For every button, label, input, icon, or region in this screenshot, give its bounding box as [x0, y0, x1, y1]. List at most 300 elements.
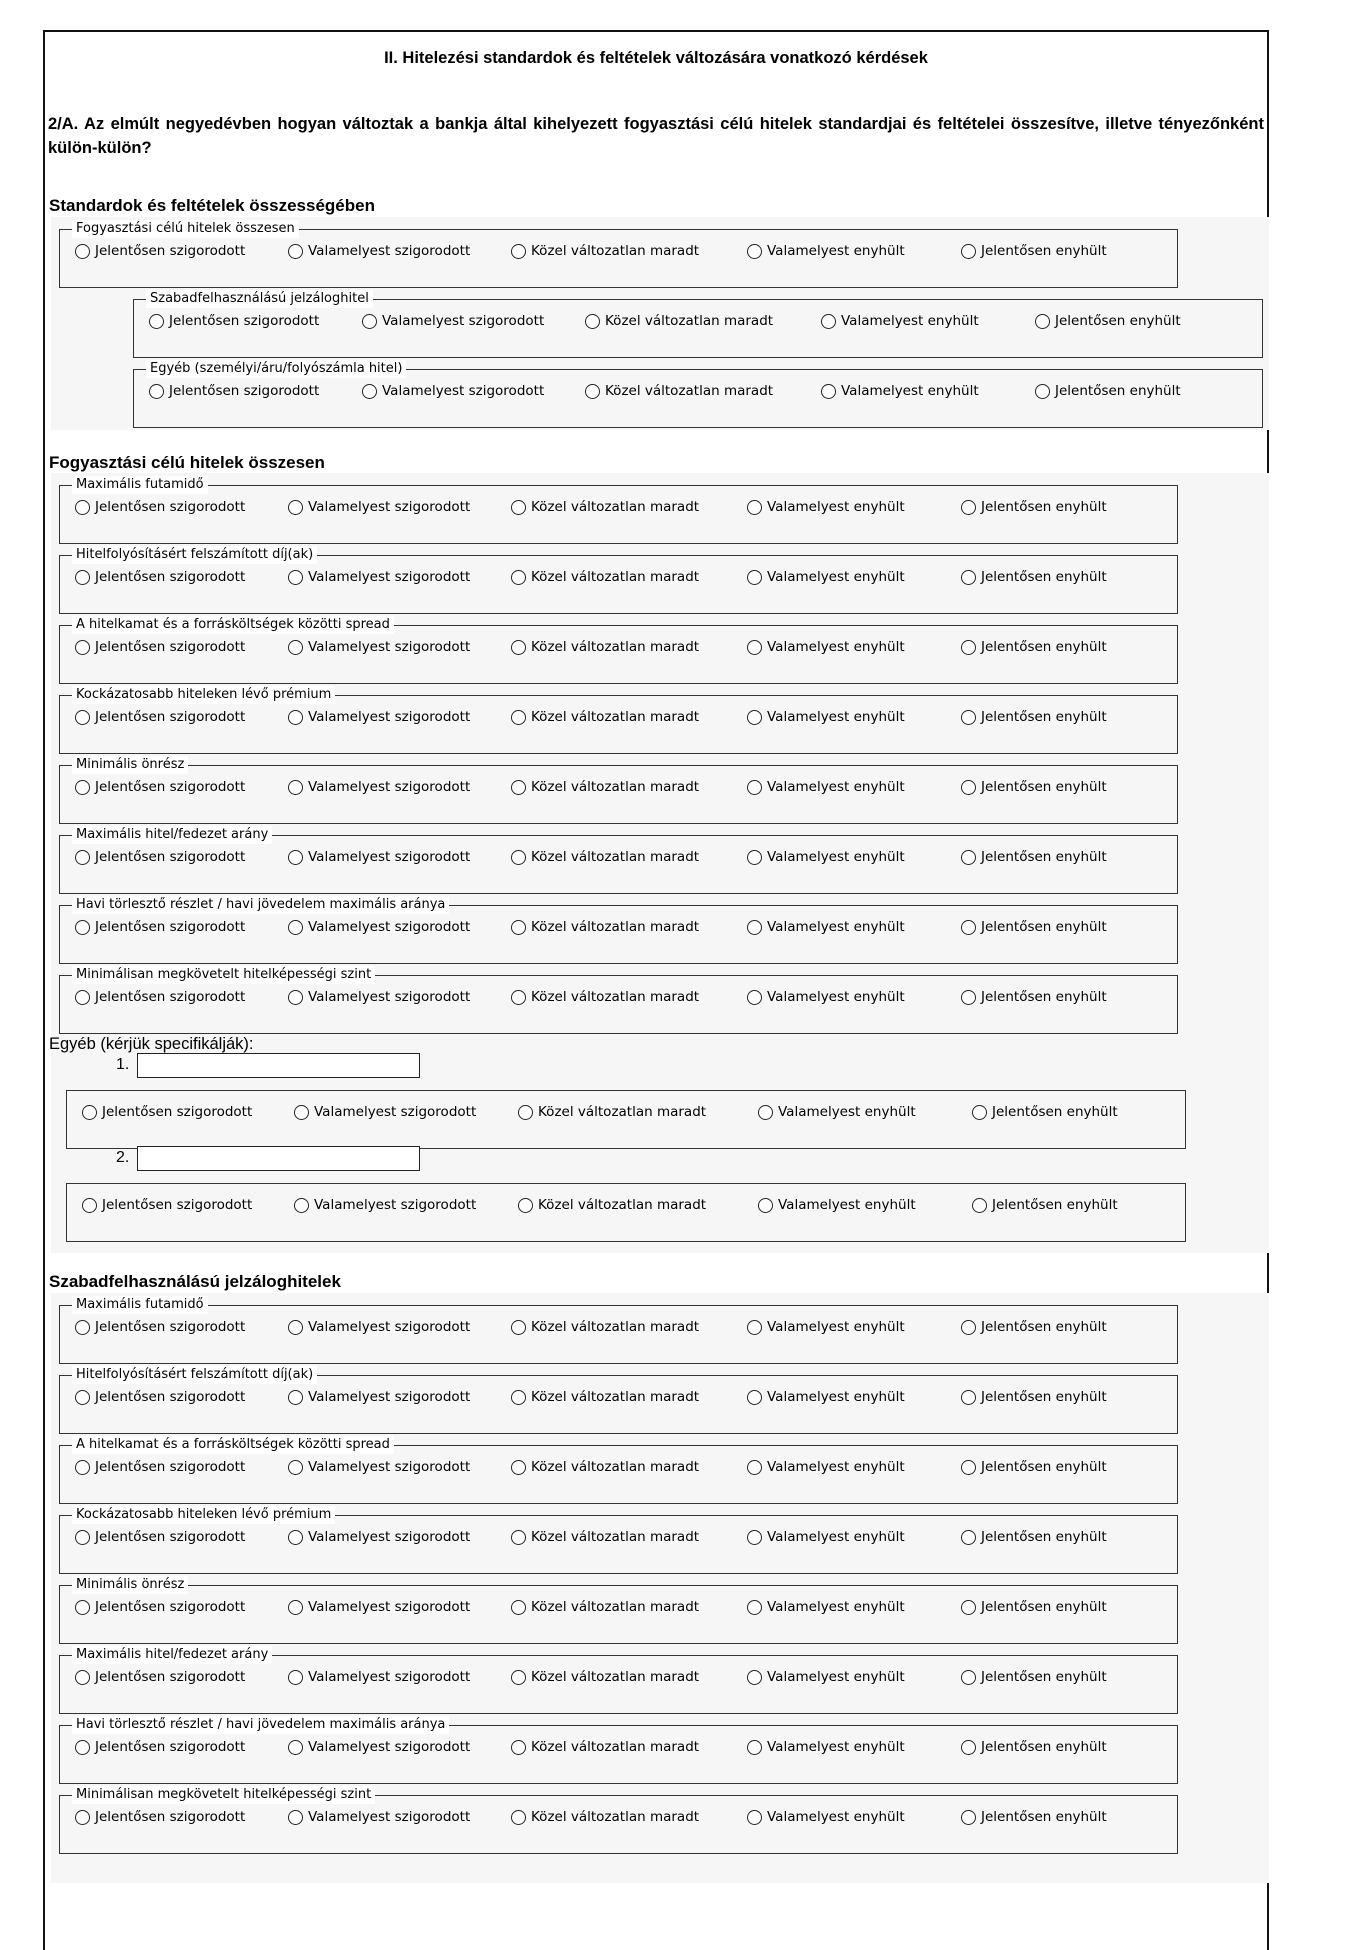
radio-circle-icon[interactable] — [294, 1105, 309, 1120]
radio-option-4[interactable] — [747, 919, 905, 935]
radio-label: Jelentősen enyhült — [981, 1739, 1107, 1755]
radio-circle-icon[interactable] — [288, 850, 303, 865]
radio-circle-icon[interactable] — [511, 1740, 526, 1755]
radio-circle-icon[interactable] — [961, 1670, 976, 1685]
radio-label: Közel változatlan maradt — [531, 639, 700, 655]
radio-option-2[interactable] — [288, 1389, 470, 1405]
radio-circle-icon[interactable] — [75, 710, 90, 725]
radio-circle-icon[interactable] — [961, 1740, 976, 1755]
radio-label: Közel változatlan maradt — [531, 1599, 700, 1615]
radio-circle-icon[interactable] — [1035, 314, 1050, 329]
radio-option-4[interactable] — [758, 1104, 916, 1120]
radio-label: Valamelyest enyhült — [767, 1739, 905, 1755]
radio-circle-icon[interactable] — [75, 920, 90, 935]
radio-circle-icon[interactable] — [747, 1810, 762, 1825]
radio-option-4[interactable] — [747, 849, 905, 865]
radio-option-3[interactable] — [511, 989, 699, 1005]
radio-option-3[interactable] — [511, 1809, 699, 1825]
radio-label: Valamelyest enyhült — [767, 989, 905, 1005]
radio-circle-icon[interactable] — [961, 710, 976, 725]
radio-circle-icon[interactable] — [961, 920, 976, 935]
radio-circle-icon[interactable] — [511, 780, 526, 795]
radio-option-5[interactable] — [961, 1809, 1107, 1825]
radio-label: Jelentősen enyhült — [981, 1459, 1107, 1475]
radio-label: Valamelyest szigorodott — [308, 919, 471, 935]
radio-label: Jelentősen szigorodott — [95, 243, 246, 259]
radio-circle-icon[interactable] — [747, 780, 762, 795]
radio-label: Jelentősen szigorodott — [102, 1104, 253, 1120]
radio-option-4[interactable] — [747, 243, 905, 259]
radio-circle-icon[interactable] — [75, 1460, 90, 1475]
radio-option-3[interactable] — [511, 499, 699, 515]
group-mortgage-2 — [59, 1367, 1178, 1434]
radio-option-5[interactable] — [972, 1197, 1118, 1213]
radio-option-2[interactable] — [288, 1529, 470, 1545]
radio-option-3[interactable] — [511, 639, 699, 655]
radio-option-1[interactable] — [82, 1104, 252, 1120]
radio-option-3[interactable] — [585, 383, 773, 399]
radio-option-1[interactable] — [75, 1529, 245, 1545]
radio-option-2[interactable] — [288, 1599, 470, 1615]
survey-page — [43, 30, 1269, 1950]
radio-option-3[interactable] — [511, 1459, 699, 1475]
radio-option-5[interactable] — [961, 919, 1107, 935]
group-legend: Hitelfolyósításért felszámított díj(ak) — [72, 546, 317, 564]
radio-label: Valamelyest szigorodott — [308, 989, 471, 1005]
radio-option-1[interactable] — [75, 499, 245, 515]
radio-circle-icon[interactable] — [511, 640, 526, 655]
radio-circle-icon[interactable] — [747, 1670, 762, 1685]
radio-circle-icon[interactable] — [288, 1600, 303, 1615]
radio-option-5[interactable] — [961, 499, 1107, 515]
radio-option-3[interactable] — [511, 919, 699, 935]
radio-label: Közel változatlan maradt — [531, 499, 700, 515]
radio-label: Jelentősen enyhült — [981, 569, 1107, 585]
radio-option-2[interactable] — [288, 1809, 470, 1825]
radio-circle-icon[interactable] — [82, 1198, 97, 1213]
radio-circle-icon[interactable] — [294, 1198, 309, 1213]
radio-circle-icon[interactable] — [518, 1198, 533, 1213]
radio-circle-icon[interactable] — [747, 1460, 762, 1475]
radio-option-5[interactable] — [961, 1739, 1107, 1755]
radio-option-3[interactable] — [511, 243, 699, 259]
radio-circle-icon[interactable] — [511, 500, 526, 515]
radio-circle-icon[interactable] — [75, 570, 90, 585]
radio-option-3[interactable] — [511, 1529, 699, 1545]
radio-circle-icon[interactable] — [747, 990, 762, 1005]
radio-label: Jelentősen enyhült — [1055, 383, 1181, 399]
radio-option-1[interactable] — [75, 709, 245, 725]
radio-option-3[interactable] — [511, 1739, 699, 1755]
radio-circle-icon[interactable] — [758, 1198, 773, 1213]
radio-option-4[interactable] — [747, 779, 905, 795]
radio-circle-icon[interactable] — [362, 384, 377, 399]
radio-circle-icon[interactable] — [82, 1105, 97, 1120]
radio-label: Közel változatlan maradt — [531, 849, 700, 865]
radio-label: Jelentősen enyhült — [1055, 313, 1181, 329]
radio-label: Valamelyest enyhült — [767, 919, 905, 935]
radio-option-2[interactable] — [288, 849, 470, 865]
radio-option-2[interactable] — [288, 709, 470, 725]
radio-circle-icon[interactable] — [75, 1740, 90, 1755]
radio-circle-icon[interactable] — [75, 1810, 90, 1825]
radio-label: Valamelyest szigorodott — [382, 313, 545, 329]
radio-option-4[interactable] — [747, 1739, 905, 1755]
radio-option-5[interactable] — [1035, 383, 1181, 399]
radio-option-5[interactable] — [961, 1389, 1107, 1405]
radio-option-1[interactable] — [149, 383, 319, 399]
radio-label: Jelentősen enyhült — [981, 639, 1107, 655]
radio-circle-icon[interactable] — [288, 500, 303, 515]
radio-label: Jelentősen enyhült — [992, 1197, 1118, 1213]
group-legend: Maximális futamidő — [72, 476, 208, 494]
radio-option-5[interactable] — [1035, 313, 1181, 329]
radio-option-5[interactable] — [961, 1669, 1107, 1685]
radio-option-3[interactable] — [518, 1104, 706, 1120]
radio-circle-icon[interactable] — [747, 710, 762, 725]
radio-circle-icon[interactable] — [961, 244, 976, 259]
radio-circle-icon[interactable] — [288, 1670, 303, 1685]
radio-circle-icon[interactable] — [511, 710, 526, 725]
radio-option-2[interactable] — [288, 1739, 470, 1755]
group-consumer-7 — [59, 897, 1178, 964]
radio-option-5[interactable] — [961, 989, 1107, 1005]
radio-label: Jelentősen szigorodott — [95, 499, 246, 515]
radio-label: Közel változatlan maradt — [531, 1669, 700, 1685]
radio-circle-icon[interactable] — [747, 244, 762, 259]
radio-label: Jelentősen enyhült — [981, 1669, 1107, 1685]
radio-label: Valamelyest enyhült — [767, 1459, 905, 1475]
group-consumer-other-2 — [66, 1183, 1186, 1242]
group-consumer-5 — [59, 757, 1178, 824]
radio-label: Közel változatlan maradt — [538, 1104, 707, 1120]
radio-option-1[interactable] — [75, 779, 245, 795]
radio-option-3[interactable] — [511, 1669, 699, 1685]
radio-option-2[interactable] — [288, 779, 470, 795]
radio-circle-icon[interactable] — [961, 1600, 976, 1615]
radio-circle-icon[interactable] — [288, 1530, 303, 1545]
radio-circle-icon[interactable] — [75, 1530, 90, 1545]
radio-option-4[interactable] — [747, 1529, 905, 1545]
radio-option-3[interactable] — [518, 1197, 706, 1213]
radio-circle-icon[interactable] — [149, 384, 164, 399]
radio-option-1[interactable] — [75, 569, 245, 585]
radio-circle-icon[interactable] — [585, 384, 600, 399]
radio-circle-icon[interactable] — [961, 1810, 976, 1825]
radio-label: Jelentősen szigorodott — [95, 1599, 246, 1615]
radio-option-2[interactable] — [288, 499, 470, 515]
radio-circle-icon[interactable] — [585, 314, 600, 329]
radio-option-2[interactable] — [288, 919, 470, 935]
radio-option-1[interactable] — [75, 1459, 245, 1475]
group-mortgage-3 — [59, 1437, 1178, 1504]
radio-option-4[interactable] — [747, 569, 905, 585]
radio-option-2[interactable] — [288, 639, 470, 655]
radio-circle-icon[interactable] — [288, 990, 303, 1005]
radio-circle-icon[interactable] — [75, 1670, 90, 1685]
group-consumer-6 — [59, 827, 1178, 894]
radio-circle-icon[interactable] — [288, 1390, 303, 1405]
radio-label: Valamelyest szigorodott — [308, 569, 471, 585]
radio-circle-icon[interactable] — [961, 570, 976, 585]
radio-circle-icon[interactable] — [288, 780, 303, 795]
radio-circle-icon[interactable] — [961, 1390, 976, 1405]
radio-circle-icon[interactable] — [75, 244, 90, 259]
radio-label: Közel változatlan maradt — [531, 243, 700, 259]
radio-circle-icon[interactable] — [288, 710, 303, 725]
group-consumer-1 — [59, 477, 1178, 544]
radio-circle-icon[interactable] — [75, 1600, 90, 1615]
radio-option-4[interactable] — [747, 1809, 905, 1825]
radio-option-2[interactable] — [288, 569, 470, 585]
radio-option-4[interactable] — [747, 1319, 905, 1335]
group-consumer-4 — [59, 687, 1178, 754]
radio-label: Jelentősen szigorodott — [169, 383, 320, 399]
radio-option-3[interactable] — [511, 709, 699, 725]
radio-option-5[interactable] — [961, 849, 1107, 865]
radio-circle-icon[interactable] — [961, 1320, 976, 1335]
radio-option-1[interactable] — [149, 313, 319, 329]
radio-circle-icon[interactable] — [747, 570, 762, 585]
radio-label: Jelentősen enyhült — [981, 1809, 1107, 1825]
radio-circle-icon[interactable] — [961, 780, 976, 795]
radio-option-2[interactable] — [288, 1459, 470, 1475]
radio-circle-icon[interactable] — [758, 1105, 773, 1120]
radio-option-1[interactable] — [75, 1669, 245, 1685]
radio-circle-icon[interactable] — [511, 1810, 526, 1825]
radio-option-2[interactable] — [294, 1104, 476, 1120]
radio-option-5[interactable] — [961, 1459, 1107, 1475]
radio-circle-icon[interactable] — [961, 1460, 976, 1475]
radio-option-1[interactable] — [75, 639, 245, 655]
radio-label: Jelentősen szigorodott — [95, 1809, 246, 1825]
radio-option-2[interactable] — [362, 383, 544, 399]
radio-option-2[interactable] — [294, 1197, 476, 1213]
radio-circle-icon[interactable] — [362, 314, 377, 329]
radio-circle-icon[interactable] — [747, 1320, 762, 1335]
radio-circle-icon[interactable] — [75, 1390, 90, 1405]
radio-option-5[interactable] — [961, 779, 1107, 795]
radio-label: Valamelyest szigorodott — [308, 243, 471, 259]
radio-circle-icon[interactable] — [75, 780, 90, 795]
radio-circle-icon[interactable] — [961, 850, 976, 865]
radio-circle-icon[interactable] — [511, 850, 526, 865]
radio-label: Jelentősen szigorodott — [95, 569, 246, 585]
radio-option-5[interactable] — [961, 1599, 1107, 1615]
radio-circle-icon[interactable] — [75, 500, 90, 515]
group-legend: A hitelkamat és a forrásköltségek közötti spread — [72, 1436, 394, 1454]
radio-circle-icon[interactable] — [747, 920, 762, 935]
radio-label: Jelentősen szigorodott — [95, 639, 246, 655]
group-legend: Havi törlesztő részlet / havi jövedelem maximális aránya — [72, 1716, 449, 1734]
radio-label: Valamelyest enyhült — [767, 1319, 905, 1335]
radio-option-3[interactable] — [511, 849, 699, 865]
radio-label: Közel változatlan maradt — [605, 313, 774, 329]
group-legend: Minimális önrész — [72, 756, 188, 774]
radio-label: Közel változatlan maradt — [531, 1389, 700, 1405]
radio-label: Jelentősen enyhült — [981, 779, 1107, 795]
radio-circle-icon[interactable] — [288, 570, 303, 585]
group-legend: Kockázatosabb hiteleken lévő prémium — [72, 686, 335, 704]
radio-circle-icon[interactable] — [747, 640, 762, 655]
radio-circle-icon[interactable] — [511, 1530, 526, 1545]
radio-circle-icon[interactable] — [961, 990, 976, 1005]
radio-option-1[interactable] — [75, 849, 245, 865]
radio-option-3[interactable] — [511, 779, 699, 795]
radio-circle-icon[interactable] — [511, 990, 526, 1005]
radio-option-4[interactable] — [747, 1459, 905, 1475]
radio-label: Jelentősen szigorodott — [95, 709, 246, 725]
radio-option-3[interactable] — [511, 569, 699, 585]
radio-label: Valamelyest enyhült — [778, 1104, 916, 1120]
group-legend: Hitelfolyósításért felszámított díj(ak) — [72, 1366, 317, 1384]
other-specify-label: Egyéb (kérjük specifikálják): — [49, 1035, 254, 1053]
radio-circle-icon[interactable] — [75, 640, 90, 655]
radio-option-1[interactable] — [75, 1389, 245, 1405]
radio-circle-icon[interactable] — [288, 1810, 303, 1825]
radio-label: Közel változatlan maradt — [531, 1529, 700, 1545]
radio-circle-icon[interactable] — [747, 1390, 762, 1405]
radio-circle-icon[interactable] — [961, 1530, 976, 1545]
radio-label: Jelentősen szigorodott — [95, 919, 246, 935]
radio-label: Jelentősen szigorodott — [95, 849, 246, 865]
radio-circle-icon[interactable] — [747, 1600, 762, 1615]
radio-option-5[interactable] — [961, 1529, 1107, 1545]
radio-circle-icon[interactable] — [511, 570, 526, 585]
group-legend: Szabadfelhasználású jelzáloghitel — [146, 290, 373, 308]
radio-circle-icon[interactable] — [288, 640, 303, 655]
radio-option-1[interactable] — [75, 243, 245, 259]
radio-circle-icon[interactable] — [511, 920, 526, 935]
radio-circle-icon[interactable] — [747, 500, 762, 515]
group-legend: Egyéb (személyi/áru/folyószámla hitel) — [146, 360, 406, 378]
radio-option-1[interactable] — [75, 1599, 245, 1615]
radio-option-3[interactable] — [511, 1319, 699, 1335]
radio-label: Valamelyest enyhült — [767, 499, 905, 515]
radio-option-4[interactable] — [821, 313, 979, 329]
radio-label: Közel változatlan maradt — [531, 1809, 700, 1825]
radio-circle-icon[interactable] — [511, 244, 526, 259]
radio-option-5[interactable] — [961, 1319, 1107, 1335]
radio-label: Közel változatlan maradt — [531, 569, 700, 585]
radio-circle-icon[interactable] — [288, 1740, 303, 1755]
radio-circle-icon[interactable] — [511, 1390, 526, 1405]
radio-option-1[interactable] — [75, 919, 245, 935]
radio-circle-icon[interactable] — [511, 1670, 526, 1685]
radio-circle-icon[interactable] — [511, 1320, 526, 1335]
radio-label: Jelentősen enyhült — [981, 709, 1107, 725]
radio-label: Valamelyest szigorodott — [308, 499, 471, 515]
radio-circle-icon[interactable] — [518, 1105, 533, 1120]
radio-option-4[interactable] — [758, 1197, 916, 1213]
radio-option-1[interactable] — [75, 1319, 245, 1335]
radio-option-2[interactable] — [362, 313, 544, 329]
radio-label: Közel változatlan maradt — [531, 1319, 700, 1335]
radio-option-4[interactable] — [747, 709, 905, 725]
radio-option-4[interactable] — [747, 1389, 905, 1405]
radio-label: Valamelyest enyhült — [767, 1809, 905, 1825]
radio-circle-icon[interactable] — [149, 314, 164, 329]
radio-label: Valamelyest szigorodott — [314, 1104, 477, 1120]
radio-option-3[interactable] — [511, 1599, 699, 1615]
radio-option-1[interactable] — [75, 1809, 245, 1825]
group-legend: Fogyasztási célú hitelek összesen — [72, 220, 299, 238]
radio-circle-icon[interactable] — [511, 1600, 526, 1615]
radio-circle-icon[interactable] — [511, 1460, 526, 1475]
radio-circle-icon[interactable] — [288, 1460, 303, 1475]
radio-circle-icon[interactable] — [747, 850, 762, 865]
section-overall-panel — [51, 217, 1269, 430]
radio-option-4[interactable] — [747, 1599, 905, 1615]
radio-circle-icon[interactable] — [821, 384, 836, 399]
radio-option-3[interactable] — [511, 1389, 699, 1405]
radio-circle-icon[interactable] — [288, 1320, 303, 1335]
radio-circle-icon[interactable] — [747, 1740, 762, 1755]
radio-label: Jelentősen enyhült — [981, 989, 1107, 1005]
radio-option-4[interactable] — [821, 383, 979, 399]
group-legend: Minimálisan megkövetelt hitelképességi szint — [72, 1786, 375, 1804]
radio-label: Valamelyest enyhült — [767, 849, 905, 865]
radio-circle-icon[interactable] — [288, 244, 303, 259]
radio-label: Valamelyest enyhült — [767, 709, 905, 725]
radio-circle-icon[interactable] — [961, 640, 976, 655]
radio-option-5[interactable] — [961, 709, 1107, 725]
radio-circle-icon[interactable] — [961, 500, 976, 515]
radio-option-4[interactable] — [747, 1669, 905, 1685]
radio-label: Jelentősen szigorodott — [95, 779, 246, 795]
radio-option-3[interactable] — [585, 313, 773, 329]
group-consumer-8 — [59, 967, 1178, 1034]
radio-option-1[interactable] — [75, 989, 245, 1005]
radio-label: Valamelyest szigorodott — [308, 1459, 471, 1475]
radio-option-5[interactable] — [961, 243, 1107, 259]
radio-label: Jelentősen szigorodott — [95, 1389, 246, 1405]
other-specify-input-2[interactable] — [137, 1146, 420, 1171]
radio-option-1[interactable] — [82, 1197, 252, 1213]
radio-option-2[interactable] — [288, 1669, 470, 1685]
radio-circle-icon[interactable] — [821, 314, 836, 329]
radio-circle-icon[interactable] — [288, 920, 303, 935]
radio-label: Valamelyest szigorodott — [314, 1197, 477, 1213]
radio-label: Közel változatlan maradt — [531, 1739, 700, 1755]
radio-label: Valamelyest enyhült — [841, 313, 979, 329]
radio-option-1[interactable] — [75, 1739, 245, 1755]
page-title: II. Hitelezési standardok és feltételek változására vonatkozó kérdések — [384, 49, 928, 67]
radio-circle-icon[interactable] — [1035, 384, 1050, 399]
radio-option-4[interactable] — [747, 989, 905, 1005]
radio-option-2[interactable] — [288, 989, 470, 1005]
other-specify-input-1[interactable] — [137, 1053, 420, 1078]
radio-circle-icon[interactable] — [75, 990, 90, 1005]
radio-label: Valamelyest enyhült — [767, 1599, 905, 1615]
group-legend: Kockázatosabb hiteleken lévő prémium — [72, 1506, 335, 1524]
radio-circle-icon[interactable] — [75, 1320, 90, 1335]
radio-circle-icon[interactable] — [747, 1530, 762, 1545]
radio-option-2[interactable] — [288, 243, 470, 259]
radio-circle-icon[interactable] — [75, 850, 90, 865]
radio-option-4[interactable] — [747, 639, 905, 655]
radio-option-5[interactable] — [972, 1104, 1118, 1120]
radio-circle-icon[interactable] — [972, 1198, 987, 1213]
radio-option-5[interactable] — [961, 569, 1107, 585]
radio-option-4[interactable] — [747, 499, 905, 515]
radio-label: Jelentősen enyhült — [981, 1389, 1107, 1405]
radio-circle-icon[interactable] — [972, 1105, 987, 1120]
radio-option-2[interactable] — [288, 1319, 470, 1335]
radio-label: Közel változatlan maradt — [531, 919, 700, 935]
radio-option-5[interactable] — [961, 639, 1107, 655]
radio-label: Közel változatlan maradt — [605, 383, 774, 399]
